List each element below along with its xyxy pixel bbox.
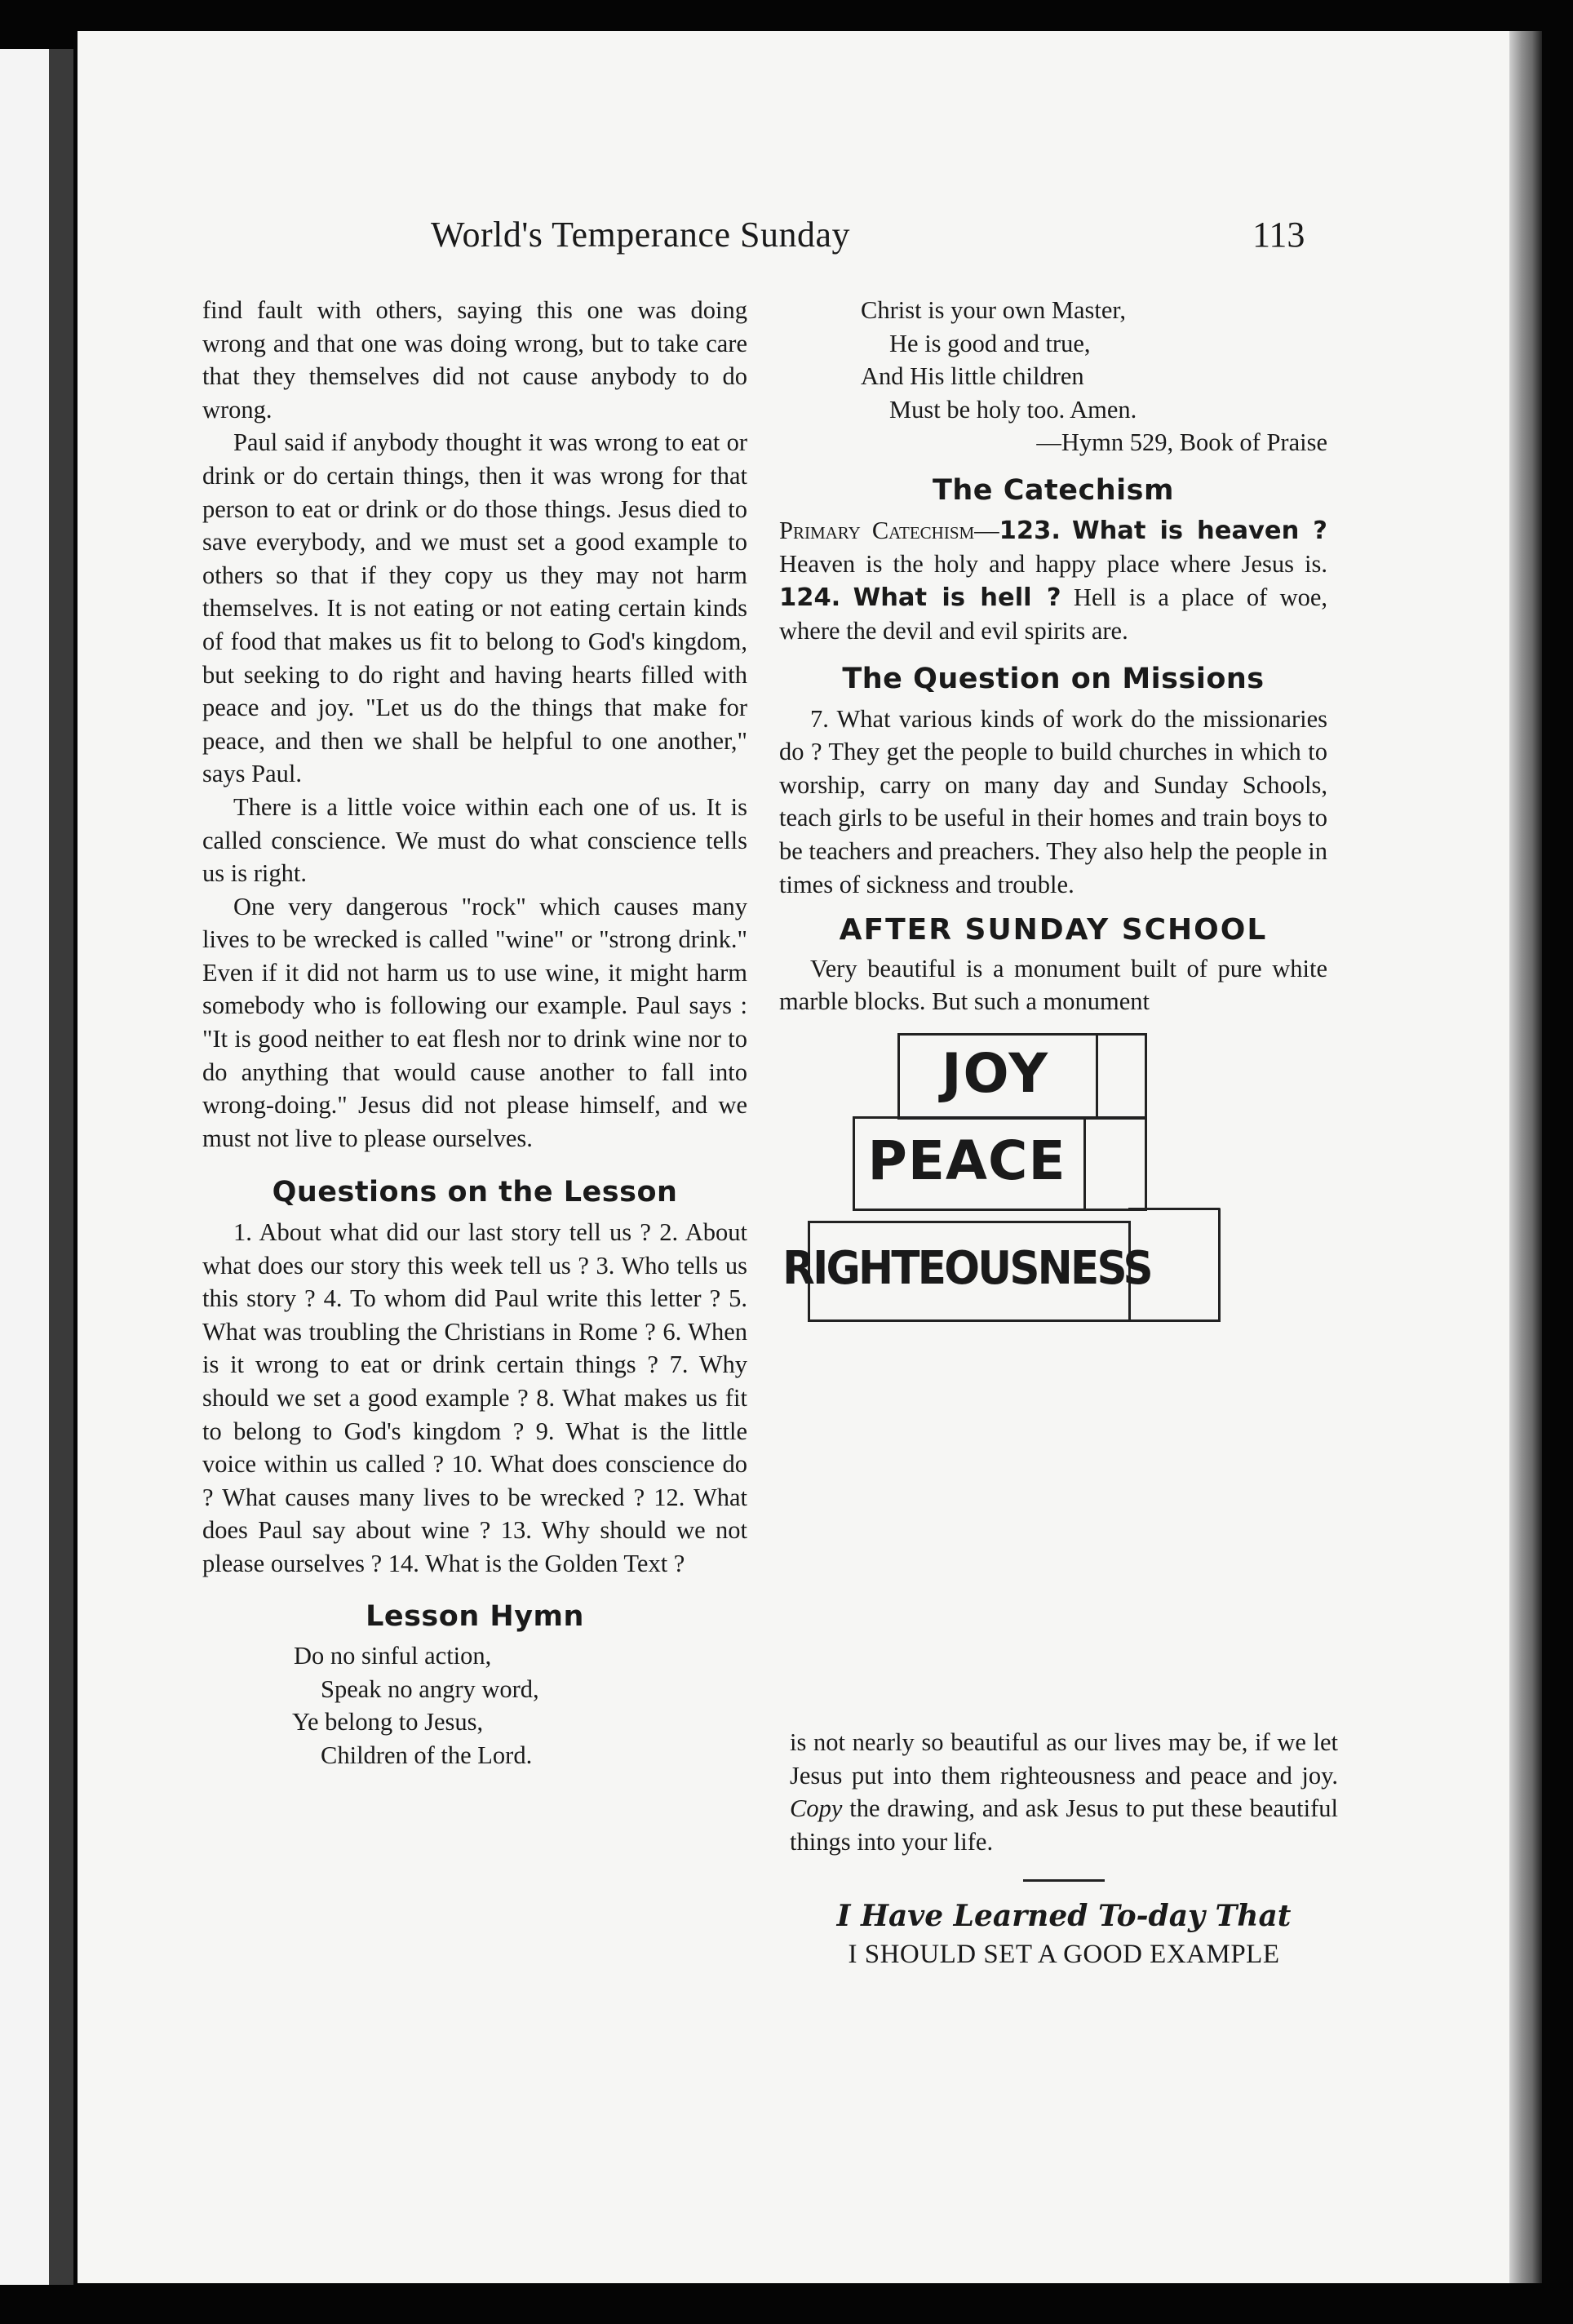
hymn-line: Do no sinful action, [294,1642,492,1670]
catechism-dash: — [974,516,999,544]
after-sunday-school-heading: AFTER SUNDAY SCHOOL [839,913,1268,947]
paragraph: One very dangerous "rock" which causes many lives to be wrecked is called "wine" or "strong drink." Even if it did not harm us to use wine, it might harm somebody who is following our example. Paul says : "It is good neither to eat flesh nor to drink wine nor to do anything that would cause another to fall into wrong-doing." Jesus did not please himself, and we must not live to please ourselves. [202,892,747,1152]
hymn-line: Speak no angry word, [321,1674,539,1703]
verse-attribution: —Hymn 529, Book of Praise [1036,428,1327,457]
continued-text: the drawing, and ask Jesus to put these beautiful things into your life. [790,1794,1338,1856]
book-spine [49,49,73,2285]
learned-heading: I Have Learned To-day That [836,1899,1292,1934]
running-head: World's Temperance Sunday [431,215,850,255]
question-number: 124. [779,583,841,612]
block-label: JOY [941,1041,1050,1105]
catechism-label: Primary Catechism [779,516,975,544]
divider [1023,1879,1105,1882]
missions-heading: The Question on Missions [842,662,1265,695]
questions-heading: Questions on the Lesson [272,1176,678,1209]
catechism-text [779,514,1327,648]
after-text: Very beautiful is a monument built of pure white marble blocks. But such a monument [779,954,1327,1016]
right-column [779,294,1327,1320]
catechism-question: What is hell ? [853,583,1061,612]
hymn-line: Ye belong to Jesus, [292,1708,484,1736]
continued-text: is not nearly so beautiful as our lives may be, if we let Jesus put into them righteousness and peace and joy. [790,1728,1338,1790]
paragraph: find fault with others, saying this one was doing wrong and that one was doing wrong, but to take care that they themselves did not cause anybody to do wrong. [202,296,747,424]
emphasis-copy: Copy [790,1794,843,1823]
learned-statement: I SHOULD SET A GOOD EXAMPLE [848,1939,1280,1969]
after-text-continued [790,1726,1338,1971]
hymn-verse [779,294,1327,459]
verse-line: Must be holy too. Amen. [889,395,1137,424]
verse-line: And His little children [861,362,1084,391]
block-label: RIGHTEOUSNESS [782,1241,1151,1295]
missions-text: 7. What various kinds of work do the missionaries do ? They get the people to build churches in which to worship, carry on many day and Sunday Schools, teach girls to be useful in their homes and train boys to be teachers and preachers. They also help the people in times of sickness and trouble. [779,704,1327,898]
block-side [1096,1033,1147,1120]
monument-illustration [779,1027,1327,1320]
catechism-heading: The Catechism [933,473,1174,507]
continued-paragraph [790,1726,1338,1858]
monument-block-peace [853,1116,1154,1214]
hymn-line: Children of the Lord. [321,1741,533,1769]
verse-line: He is good and true, [889,329,1091,357]
paragraph: There is a little voice within each one of us. It is called conscience. We must do what conscience tells us is right. [202,792,747,888]
block-label: PEACE [867,1129,1066,1192]
paragraph: Paul said if anybody thought it was wrong to eat or drink or do certain things, then it was wrong for that person to eat or drink or do those things. Jesus died to save everybody, and we must set a good example to others so that if they copy us they may not harm themselves. It is not eating or not eating certain kinds of food that makes us fit to belong to God's kingdom, but seeking to do right and having hearts filled with peace and joy. "Let us do the things that make for peace, and then we shall be helpful to one another," says Paul. [202,428,747,788]
catechism-answer: Hell is a place of woe, where the devil and evil spirits are. [779,583,1328,645]
monument-block-righteousness [782,1208,1232,1318]
block-side [1083,1116,1147,1211]
right-page-edge [1509,31,1542,2283]
page-number: 113 [1252,215,1305,255]
catechism-answer: Heaven is the holy and happy place where Jesus is. [779,550,1327,579]
catechism-question: What is heaven ? [1071,516,1327,545]
question-number: 123. [999,516,1061,545]
monument-block-joy [897,1027,1142,1116]
questions-text: 1. About what did our last story tell us ? 2. About what does our story this week tell us ? 3. Who tells us this story ? 4. To whom did Paul write this letter ? 5. What was troubling the Christians in Rome ? 6. When is it wrong to eat or drink certain things ? 7. Why should we set a good example ? 8. What makes us fit to belong to God's kingdom ? 9. What is the little voice within us called ? 10. What does conscience do ? What causes many lives to be wrecked ? 12. What does Paul say about wine ? 13. Why should we not please ourselves ? 14. What is the Golden Text ? [202,1218,747,1577]
verse-line: Christ is your own Master, [861,296,1126,324]
left-column [202,294,747,1772]
lesson-hymn [202,1639,747,1772]
hymn-heading: Lesson Hymn [366,1599,584,1633]
